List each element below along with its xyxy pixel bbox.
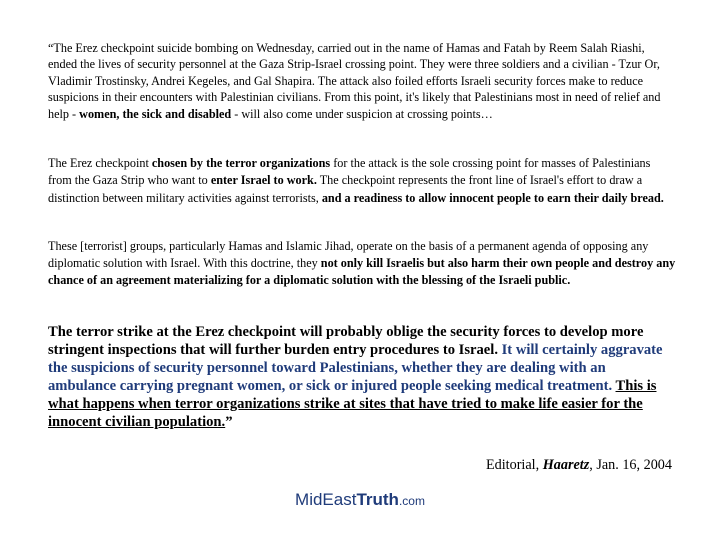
paragraph-4-underlined: This is what happens when terror organizations strike at sites that have tried to make life easier for the innocent civilian population. (48, 378, 657, 430)
logo-part-mideast: MidEast (295, 490, 357, 509)
paragraph-2-bold-a: chosen by the terror organizations (151, 156, 331, 170)
paragraph-1-bold-a: women, the sick and disabled (79, 106, 232, 121)
quote-paragraph-3 (48, 238, 676, 290)
paragraph-2-bold-c: and a readiness to allow innocent people to earn their daily bread. (321, 190, 664, 205)
attribution-date: , Jan. 16, 2004 (589, 457, 672, 473)
paragraph-4-closing-quote: ” (225, 414, 233, 430)
attribution-source: Haaretz (542, 457, 590, 473)
quote-paragraph-1 (48, 40, 676, 122)
quote-paragraph-2 (48, 155, 676, 207)
paragraph-2-text-b: for the attack is the sole crossing point for masses of Palestinians from the Gaza Strip who want to (48, 156, 651, 188)
paragraph-1-text-b: - will also come under suspicion at crossing points… (231, 106, 493, 121)
paragraph-4-text-a: The terror strike at the Erez checkpoint will probably oblige the security forces to develop more stringent inspections that will further burden entry procedures to Israel. (48, 324, 644, 358)
paragraph-3-bold-a: not only kill Israelis but also harm their own people and destroy any chance of an agreement materializing for a diplomatic solution with the blessing of the Israeli public. (48, 256, 676, 288)
paragraph-2-text-c: The checkpoint represents the front line of Israel's effort to draw a distinction between military activities against terrorists, (48, 173, 643, 205)
logo-part-com: .com (398, 494, 425, 508)
paragraph-2-bold-b: enter Israel to work. (210, 173, 317, 188)
attribution (486, 456, 672, 474)
mideasttruth-logo (0, 490, 720, 510)
attribution-prefix: Editorial, (485, 457, 543, 473)
paragraph-1-text-a: “The Erez checkpoint suicide bombing on Wednesday, carried out in the name of Hamas and Fatah by Reem Salah Riashi, ended the lives of security personnel at the Gaza Strip-Israel crossing point. They were three soldiers and a civilian - Tzur Or, Vladimir Trostinsky, Andrei Kegeles, and Gal Shapira. The attack also foiled efforts Israeli security forces make to reduce suspicions in their encounters with Palestinian civilians. From this point, it's likely that Palestinians most in need of relief and help - (48, 41, 661, 121)
paragraph-4-highlight: It will certainly aggravate the suspicions of security personnel toward Palestinians, whether they are dealing with an ambulance carrying pregnant women, or sick or injured people seeking medical treatment. (48, 342, 663, 394)
paragraph-3-text-a: These [terrorist] groups, particularly Hamas and Islamic Jihad, operate on the basis of a permanent agenda of opposing any diplomatic solution with Israel. With this doctrine, they (48, 239, 649, 271)
quote-paragraph-4 (48, 323, 676, 431)
logo-part-truth: Truth (356, 490, 399, 509)
paragraph-2-text-a: The Erez checkpoint (48, 156, 152, 170)
